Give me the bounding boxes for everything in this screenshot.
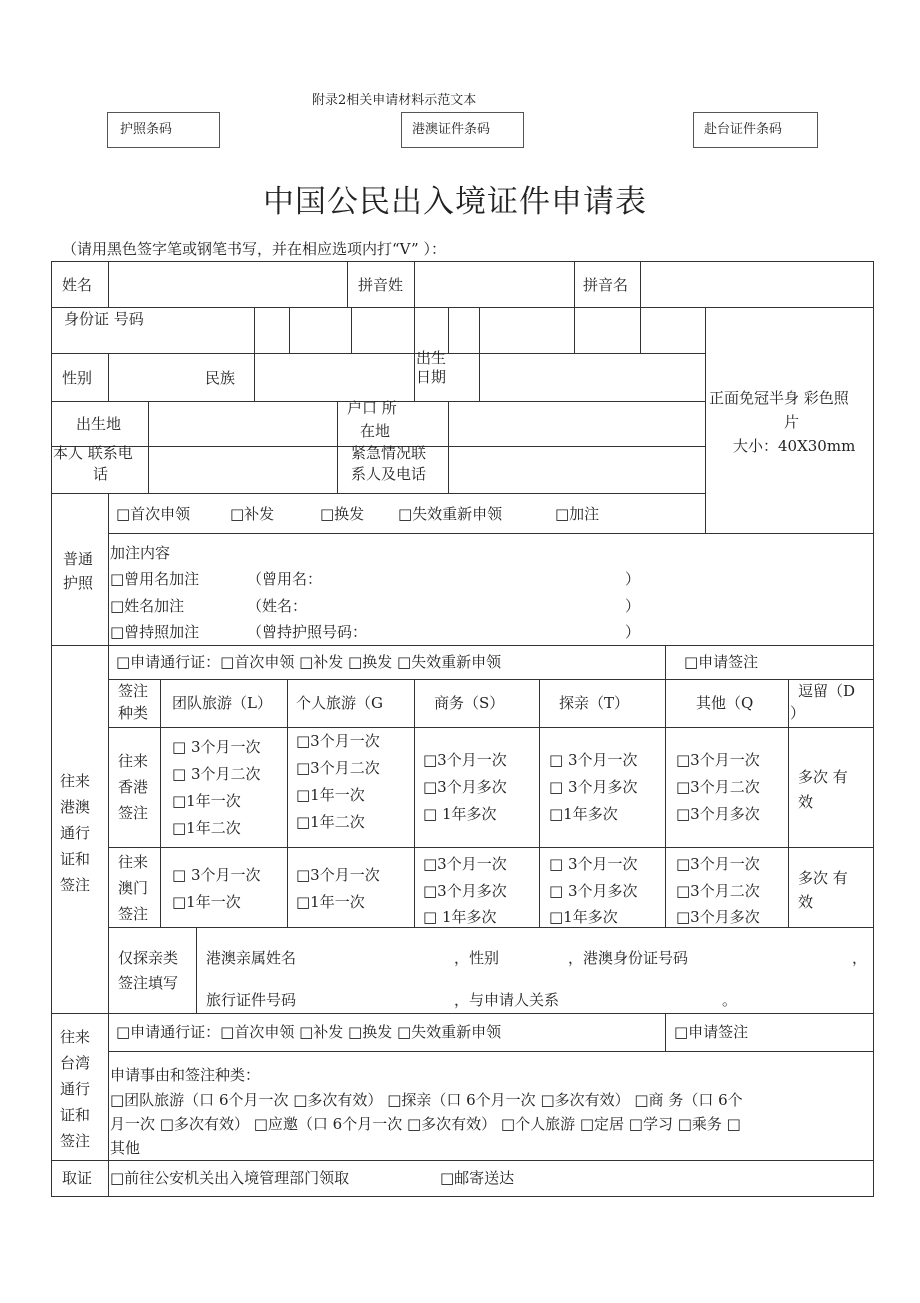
- hk-individual-option[interactable]: □1年一次: [296, 786, 365, 804]
- mo-business-option[interactable]: □3个月一次: [423, 855, 507, 873]
- mo-business-option[interactable]: □ 1年多次: [423, 908, 497, 926]
- taiwan-reason-title: 申请事由和签注种类：: [110, 1066, 261, 1084]
- hk-family-option[interactable]: □ 3个月一次: [549, 751, 638, 769]
- photo-size: 大小：40X30mm: [733, 437, 856, 455]
- mo-stay-text-1[interactable]: 多次 有: [798, 869, 848, 887]
- taiwan-label-2: 通行: [60, 1080, 91, 1098]
- type-other: 其他（Q: [696, 694, 754, 712]
- pinyin-given-label: 拼音名: [583, 276, 629, 294]
- type-business: 商务（S）: [434, 694, 505, 712]
- emergency-field[interactable]: [450, 448, 703, 492]
- mo-individual-options: [296, 862, 380, 916]
- mo-family-option[interactable]: □ 3个月一次: [549, 855, 638, 873]
- mo-label-0: 往来: [118, 853, 149, 871]
- hk-stay-text-2: 效: [798, 793, 814, 811]
- mo-other-option[interactable]: □3个月二次: [676, 882, 760, 900]
- hkmo-label-4: 签注: [60, 876, 91, 894]
- taiwan-reason-line-1[interactable]: □团队旅游（口 6个月一次 □多次有效） □探亲（口 6个月一次 □多次有效） □商 务（口 6个: [110, 1091, 743, 1109]
- mo-individual-option[interactable]: □3个月一次: [296, 866, 380, 884]
- hk-team-options: [172, 734, 260, 842]
- endorse-title: 加注内容: [110, 544, 171, 562]
- hk-business-option[interactable]: □3个月一次: [423, 751, 507, 769]
- mo-label-2: 签注: [118, 905, 149, 923]
- birth-date-field[interactable]: [481, 355, 703, 400]
- passport-option-first[interactable]: □首次申领: [116, 505, 191, 523]
- phone-label-2: 话: [93, 465, 109, 483]
- hukou-label-1: 户口 所: [347, 399, 397, 417]
- hukou-label-2: 在地: [360, 422, 391, 440]
- type-stay-close: ）: [790, 704, 806, 722]
- phone-label-1: 本人 联系电: [53, 444, 133, 462]
- passport-section-label-1: 普通: [63, 550, 94, 568]
- hk-family-option[interactable]: □1年多次: [549, 805, 618, 823]
- taiwan-reason-line-2[interactable]: 月一次 □多次有效） □应邀（口 6个月一次 □多次有效） □个人旅游 □定居 □学习 □乘务 □: [110, 1115, 741, 1133]
- photo-label-2: 片: [784, 413, 800, 431]
- hkmo-section-label: [60, 768, 100, 898]
- birth-date-label-1: 出生: [416, 349, 447, 367]
- hk-family-option[interactable]: □ 3个月多次: [549, 778, 638, 796]
- relationship-label: ，与申请人关系: [454, 991, 560, 1009]
- hk-individual-option[interactable]: □3个月二次: [296, 759, 380, 777]
- hk-other-option[interactable]: □3个月二次: [676, 778, 760, 796]
- birthplace-label: 出生地: [76, 415, 122, 433]
- hk-team-option[interactable]: □ 3个月一次: [172, 738, 261, 756]
- hk-team-option[interactable]: □ 3个月二次: [172, 765, 261, 783]
- hkmo-visa-option[interactable]: □申请签注: [684, 653, 759, 671]
- passport-barcode-box: [107, 112, 220, 148]
- relative-name-label: 港澳亲属姓名: [206, 949, 297, 967]
- photo-label-1: 正面免冠半身 彩色照: [709, 389, 849, 407]
- type-stay: 逗留（D: [798, 682, 856, 700]
- mo-family-options: [549, 851, 637, 929]
- mo-team-option[interactable]: □ 3个月一次: [172, 866, 261, 884]
- hk-team-option[interactable]: □1年一次: [172, 792, 241, 810]
- mo-team-option[interactable]: □1年一次: [172, 893, 241, 911]
- taiwan-label-1: 台湾: [60, 1054, 91, 1072]
- hk-individual-option[interactable]: □1年二次: [296, 813, 365, 831]
- mo-business-options: [423, 851, 507, 929]
- mo-label-1: 澳门: [118, 879, 149, 897]
- hk-business-option[interactable]: □ 1年多次: [423, 805, 497, 823]
- visa-type-label-2: 种类: [118, 704, 149, 722]
- endorse-former-name-option[interactable]: □曾用名加注: [110, 570, 200, 588]
- hkmo-label-2: 通行: [60, 824, 91, 842]
- passport-option-expired[interactable]: □失效重新申领: [398, 505, 503, 523]
- mo-other-option[interactable]: □3个月一次: [676, 855, 760, 873]
- passport-option-replace[interactable]: □换发: [320, 505, 365, 523]
- endorse-old-passport-option[interactable]: □曾持照加注: [110, 623, 200, 641]
- endorse-name-close: ）: [625, 597, 641, 615]
- endorse-former-name-close: ）: [625, 570, 641, 588]
- hkmo-barcode-box: [401, 112, 524, 148]
- hk-family-options: [549, 747, 637, 828]
- pinyin-given-field[interactable]: [642, 263, 872, 306]
- hk-other-options: [676, 747, 760, 828]
- hk-other-option[interactable]: □3个月多次: [676, 805, 760, 823]
- pickup-label: 取证: [62, 1169, 93, 1187]
- ethnicity-label: 民族: [205, 369, 236, 387]
- taiwan-visa-option[interactable]: □申请签注: [674, 1023, 749, 1041]
- appendix-heading: 附录2相关申请材料示范文本: [312, 93, 477, 108]
- taiwan-barcode-label: 赴台证件条码: [704, 122, 783, 137]
- taiwan-permit-options[interactable]: □申请通行证：□首次申领 □补发 □换发 □失效重新申领: [116, 1023, 502, 1041]
- taiwan-barcode-box: [693, 112, 818, 148]
- hk-label-1: 香港: [118, 778, 149, 796]
- hk-other-option[interactable]: □3个月一次: [676, 751, 760, 769]
- taiwan-label-3: 证和: [60, 1106, 91, 1124]
- passport-barcode-label: 护照条码: [120, 122, 173, 137]
- name-label: 姓名: [62, 276, 93, 294]
- mo-label: [118, 849, 148, 927]
- passport-section-label-2: 护照: [63, 574, 94, 592]
- name-field[interactable]: [110, 263, 346, 306]
- taiwan-label-0: 往来: [60, 1028, 91, 1046]
- taiwan-label-4: 签注: [60, 1132, 91, 1150]
- pinyin-surname-field[interactable]: [416, 263, 573, 306]
- hk-team-option[interactable]: □1年二次: [172, 819, 241, 837]
- hkmo-label-0: 往来: [60, 772, 91, 790]
- id-number-label: 身份证 号码: [64, 310, 144, 328]
- mo-family-option[interactable]: □1年多次: [549, 908, 618, 926]
- passport-option-endorse[interactable]: □加注: [555, 505, 600, 523]
- family-only-label-1: 仅探亲类: [118, 949, 179, 967]
- endorse-name-option[interactable]: □姓名加注: [110, 597, 185, 615]
- hkmo-label-3: 证和: [60, 850, 91, 868]
- travel-doc-label: 旅行证件号码: [206, 991, 297, 1009]
- emergency-label-1: 紧急情况联: [351, 444, 427, 462]
- hk-business-options: [423, 747, 507, 828]
- type-team: 团队旅游（L）: [172, 694, 272, 712]
- form-title: 中国公民出入境证件申请表: [263, 184, 647, 220]
- hk-label-0: 往来: [118, 752, 149, 770]
- birthplace-field[interactable]: [150, 403, 336, 445]
- family-only-label-2: 签注填写: [118, 974, 179, 992]
- pickup-mail-option[interactable]: □邮寄送达: [440, 1169, 515, 1187]
- emergency-label-2: 系人及电话: [351, 465, 427, 483]
- relative-id-label: ，港澳身份证号码: [568, 949, 689, 967]
- photo-area: [707, 309, 872, 532]
- family-line2-end: 。: [722, 991, 738, 1009]
- mo-business-option[interactable]: □3个月多次: [423, 882, 507, 900]
- relative-gender-label: ，性别: [454, 949, 500, 967]
- hukou-field[interactable]: [450, 403, 703, 445]
- hk-individual-option[interactable]: □3个月一次: [296, 732, 380, 750]
- hkmo-barcode-label: 港澳证件条码: [412, 122, 491, 137]
- mo-other-options: [676, 851, 760, 929]
- endorse-old-passport-hint: （曾持护照号码：: [247, 623, 368, 641]
- type-family: 探亲（T）: [559, 694, 630, 712]
- mo-family-option[interactable]: □ 3个月多次: [549, 882, 638, 900]
- mo-team-options: [172, 862, 260, 916]
- pinyin-surname-label: 拼音姓: [358, 276, 404, 294]
- hk-label-2: 签注: [118, 804, 149, 822]
- endorse-former-name-hint: （曾用名：: [247, 570, 323, 588]
- pickup-in-person-option[interactable]: □前往公安机关出入境管理部门领取: [110, 1169, 350, 1187]
- mo-other-option[interactable]: □3个月多次: [676, 908, 760, 926]
- passport-option-reissue[interactable]: □补发: [230, 505, 275, 523]
- relative-line1-end: ，: [852, 949, 868, 967]
- hk-label: [118, 748, 148, 826]
- gender-label: 性别: [62, 369, 93, 387]
- hkmo-permit-options[interactable]: □申请通行证：□首次申领 □补发 □换发 □失效重新申领: [116, 653, 502, 671]
- taiwan-section-label: [60, 1024, 100, 1154]
- endorse-name-hint: （姓名：: [247, 597, 308, 615]
- hkmo-label-1: 港澳: [60, 798, 91, 816]
- instruction-text: （请用黑色签字笔或钢笔书写，并在相应选项内打“V” ）：: [62, 240, 446, 258]
- birth-date-label-2: 日期: [416, 368, 447, 386]
- taiwan-reason-line-3[interactable]: 其他: [110, 1139, 141, 1157]
- phone-field[interactable]: [150, 448, 336, 492]
- hk-individual-options: [296, 728, 380, 836]
- mo-stay-text-2: 效: [798, 893, 814, 911]
- id-number-field[interactable]: [256, 309, 704, 352]
- hk-stay-text-1[interactable]: 多次 有: [798, 768, 848, 786]
- type-individual: 个人旅游（G: [296, 694, 383, 712]
- hk-business-option[interactable]: □3个月多次: [423, 778, 507, 796]
- visa-type-label-1: 签注: [118, 682, 149, 700]
- endorse-old-passport-close: ）: [625, 623, 641, 641]
- mo-individual-option[interactable]: □1年一次: [296, 893, 365, 911]
